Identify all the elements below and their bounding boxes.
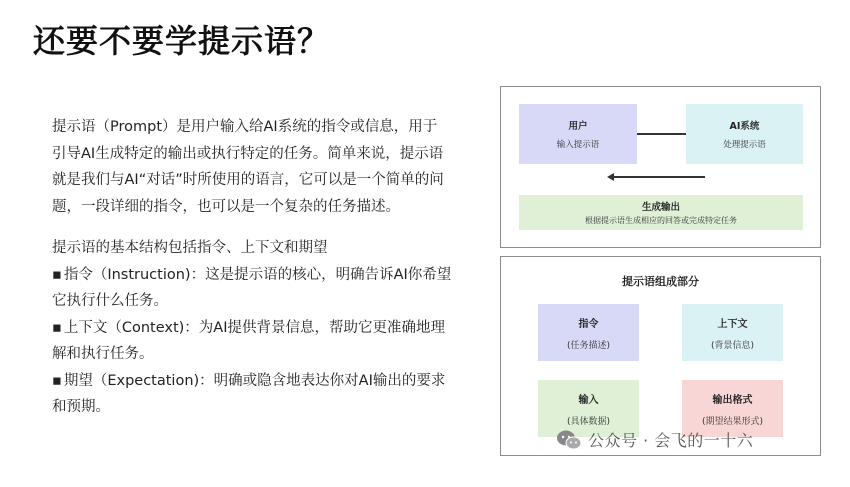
- user-node-subtitle: 输入提示语: [556, 140, 600, 150]
- wechat-icon: [556, 429, 582, 451]
- instruction-component: [538, 304, 639, 361]
- list-item: [52, 315, 484, 368]
- bullet-icon: ▪: [52, 266, 62, 283]
- structure-heading: 提示语的基本结构包括指令、上下文和期望: [52, 240, 328, 256]
- structure-section: [52, 235, 484, 421]
- components-diagram: [500, 256, 821, 456]
- arrow-line: [613, 176, 705, 178]
- ai-system-node: [686, 104, 803, 164]
- list-item: [52, 368, 484, 421]
- intro-line: 就是我们与AI“对话”时所使用的语言，它可以是一个简单的问: [52, 172, 444, 188]
- bullet-icon: ▪: [52, 372, 62, 389]
- output-node-title: 生成输出: [641, 202, 680, 213]
- watermark-text: 公众号 · 会飞的一十六: [588, 431, 754, 450]
- bullet-icon: ▪: [52, 319, 62, 336]
- ai-node-title: AI系统: [729, 121, 760, 132]
- list-item-text: 和预期。: [52, 399, 110, 415]
- context-component: [682, 304, 783, 361]
- page-title: 还要不要学提示语？: [33, 22, 331, 60]
- list-item-text: 指令（Instruction)：这是提示语的核心，明确告诉AI你希望: [63, 266, 452, 283]
- intro-line: 题，一段详细的指令，也可以是一个复杂的任务描述。: [52, 198, 400, 215]
- context-subtitle: (背景信息): [710, 340, 755, 351]
- list-item-text: 期望（Expectation)：明确或隐含地表达你对AI输出的要求: [63, 372, 446, 389]
- flow-diagram: [500, 86, 821, 248]
- intro-line: 引导AI生成特定的输出或执行特定的任务。简单来说，提示语: [52, 145, 444, 162]
- list-item-text: 上下文（Context)：为AI提供背景信息，帮助它更准确地理: [63, 319, 445, 336]
- input-subtitle: (具体数据): [566, 416, 611, 427]
- intro-paragraph: [52, 114, 484, 220]
- ai-node-subtitle: 处理提示语: [723, 140, 766, 150]
- watermark: [556, 428, 753, 451]
- instruction-title: 指令: [578, 318, 599, 330]
- list-item-text: 它执行什么任务。: [52, 293, 168, 309]
- output-node-subtitle: 根据提示语生成相应的回答或完成特定任务: [585, 216, 737, 225]
- list-item-text: 解和执行任务。: [52, 346, 154, 362]
- components-title: 提示语组成部分: [622, 275, 699, 288]
- input-title: 输入: [578, 394, 599, 406]
- output-node: [519, 195, 803, 230]
- output-format-subtitle: (期望结果形式): [701, 416, 764, 427]
- context-title: 上下文: [717, 318, 748, 330]
- list-item: [52, 262, 484, 315]
- connector-line: [637, 133, 686, 135]
- user-node: [519, 104, 637, 164]
- output-format-title: 输出格式: [712, 394, 753, 406]
- intro-line: 提示语（Prompt）是用户输入给AI系统的指令或信息，用于: [52, 119, 438, 135]
- user-node-title: 用户: [568, 121, 588, 132]
- instruction-subtitle: (任务描述): [566, 340, 611, 351]
